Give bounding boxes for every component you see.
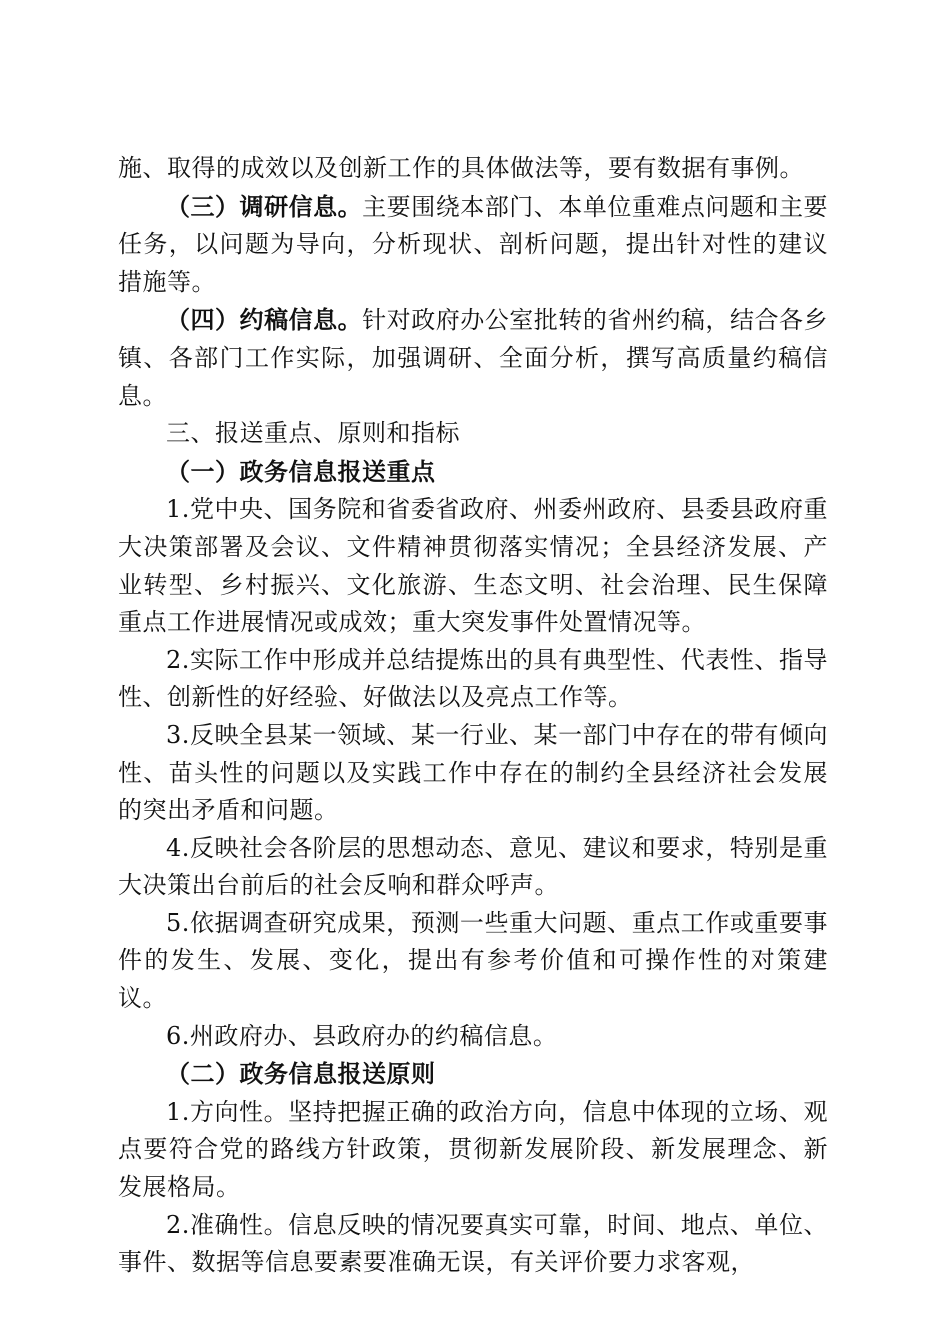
list-item: [118, 491, 828, 641]
list-item: [118, 717, 828, 830]
paragraph-lead: （三）调研信息。: [166, 191, 363, 221]
list-item-text: 1.方向性。坚持把握正确的政治方向，信息中体现的立场、观点要符合党的路线方针政策，贯彻新发展阶段、新发展理念、新发展格局。: [118, 1097, 828, 1202]
list-item: [118, 830, 828, 905]
paragraph-continuation: [118, 150, 828, 188]
list-item: [118, 1018, 828, 1056]
list-item: [118, 905, 828, 1018]
section-heading: [118, 415, 828, 453]
list-item: [118, 1094, 828, 1207]
list-item-text: 2.实际工作中形成并总结提炼出的具有典型性、代表性、指导性、创新性的好经验、好做法以及亮点工作等。: [118, 645, 828, 712]
list-item-text: 5.依据调查研究成果，预测一些重大问题、重点工作或重要事件的发生、发展、变化，提出有参考价值和可操作性的对策建议。: [118, 908, 828, 1013]
list-item-text: 4.反映社会各阶层的思想动态、意见、建议和要求，特别是重大决策出台前后的社会反响和群众呼声。: [118, 833, 828, 900]
paragraph-solicited-info: [118, 301, 828, 415]
section-heading-text: 三、报送重点、原则和指标: [166, 419, 460, 448]
subsection-heading-text: （二）政务信息报送原则: [166, 1059, 436, 1089]
subsection-heading-priorities: [118, 453, 828, 492]
document-body: [118, 150, 828, 1282]
subsection-heading-principles: [118, 1055, 828, 1094]
paragraph-lead: （四）约稿信息。: [166, 305, 363, 335]
list-item-text: 1.党中央、国务院和省委省政府、州委州政府、县委县政府重大决策部署及会议、文件精神贯彻落实情况；全县经济发展、产业转型、乡村振兴、文化旅游、生态文明、社会治理、民生保障重点工作进展情况或成效；重大突发事件处置情况等。: [118, 495, 828, 637]
paragraph-research-info: [118, 188, 828, 302]
subsection-heading-text: （一）政务信息报送重点: [166, 456, 436, 486]
paragraph-text: 针对政府办公室批转的省州约稿，结合各乡镇、各部门工作实际，加强调研、全面分析，撰写高质量约稿信息。: [118, 306, 829, 410]
list-item: [118, 1207, 828, 1282]
list-item-text: 3.反映全县某一领域、某一行业、某一部门中存在的带有倾向性、苗头性的问题以及实践工作中存在的制约全县经济社会发展的突出矛盾和问题。: [118, 720, 828, 825]
paragraph-text: 施、取得的成效以及创新工作的具体做法等，要有数据有事例。: [118, 154, 804, 182]
list-item: [118, 642, 828, 717]
paragraph-text: 主要围绕本部门、本单位重难点问题和主要任务，以问题为导向，分析现状、剖析问题，提出针对性的建议措施等。: [118, 192, 829, 296]
list-item-text: 6.州政府办、县政府办的约稿信息。: [166, 1021, 558, 1050]
list-item-text: 2.准确性。信息反映的情况要真实可靠，时间、地点、单位、事件、数据等信息要素要准确无误，有关评价要力求客观，: [118, 1210, 828, 1277]
